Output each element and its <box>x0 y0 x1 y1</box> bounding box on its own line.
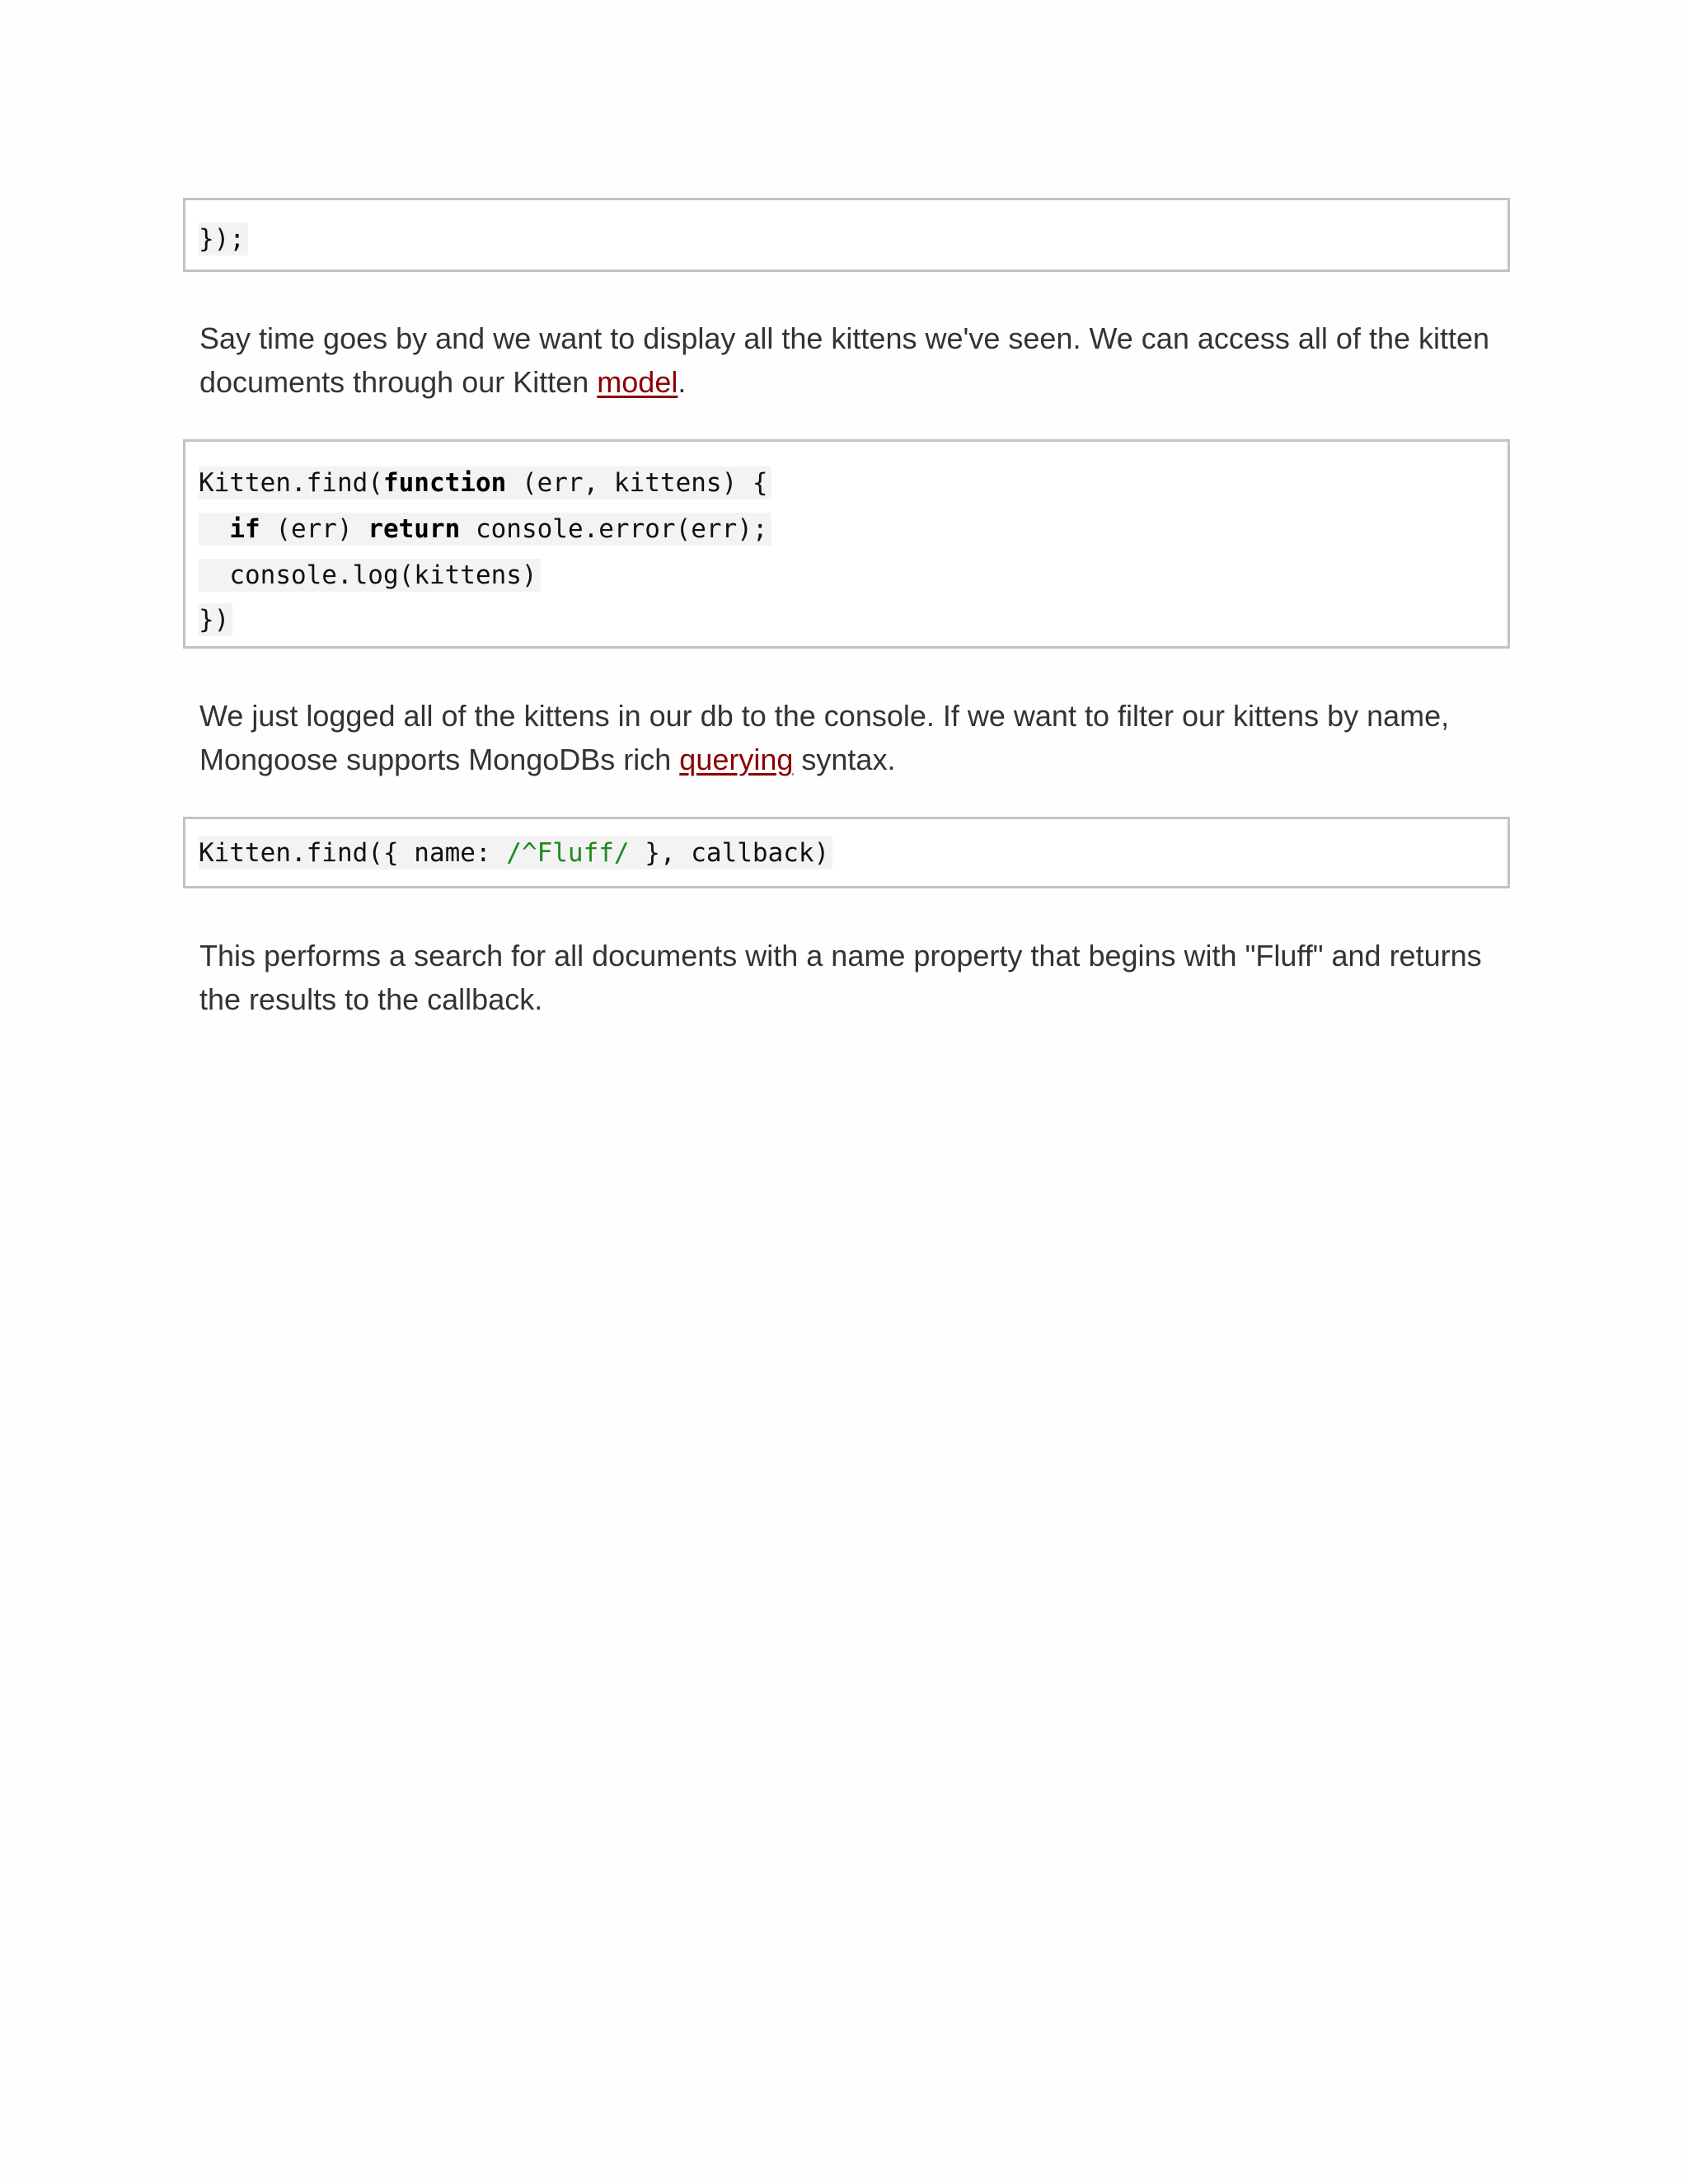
model-link[interactable]: model <box>597 365 678 399</box>
code-line: }) <box>199 603 232 636</box>
code-line <box>199 466 771 499</box>
code-regex-string: /^Fluff/ <box>506 838 630 868</box>
paragraph-suffix: syntax. <box>793 743 896 776</box>
code-line: console.log(kittens) <box>199 559 541 592</box>
code-block-find-all <box>183 439 1510 649</box>
code-keyword: function <box>382 468 507 498</box>
paragraph-suffix: . <box>678 365 687 399</box>
code-token: (err) <box>260 514 368 544</box>
code-line <box>199 513 771 546</box>
paragraph-search-explanation: This performs a search for all documents with a name property that begins with "Fluff" and returns the results to the callback. <box>199 939 1482 1016</box>
code-token: (err, kittens) { <box>506 468 768 498</box>
code-block-find-by-name <box>183 817 1510 888</box>
code-line: }); <box>199 223 248 255</box>
code-token <box>199 514 229 544</box>
code-line <box>199 837 832 869</box>
code-block-closing <box>183 198 1510 272</box>
code-token: console.error(err); <box>460 514 768 544</box>
paragraph-logged-kittens <box>199 694 1518 781</box>
code-token: Kitten.find({ name: <box>199 838 507 868</box>
code-keyword: return <box>368 514 461 544</box>
paragraph-text: Say time goes by and we want to display all the kittens we've seen. We can access all of the kitten documents through our Kitten <box>199 321 1490 399</box>
paragraph-text: We just logged all of the kittens in our db to the console. If we want to filter our kittens by name, Mongoose supports MongoDBs rich <box>199 699 1450 776</box>
querying-link[interactable]: querying <box>679 743 794 776</box>
code-keyword: if <box>229 514 260 544</box>
code-token: Kitten.find( <box>199 468 383 498</box>
code-token: }, callback) <box>629 838 830 868</box>
paragraph-display-kittens <box>199 316 1518 404</box>
